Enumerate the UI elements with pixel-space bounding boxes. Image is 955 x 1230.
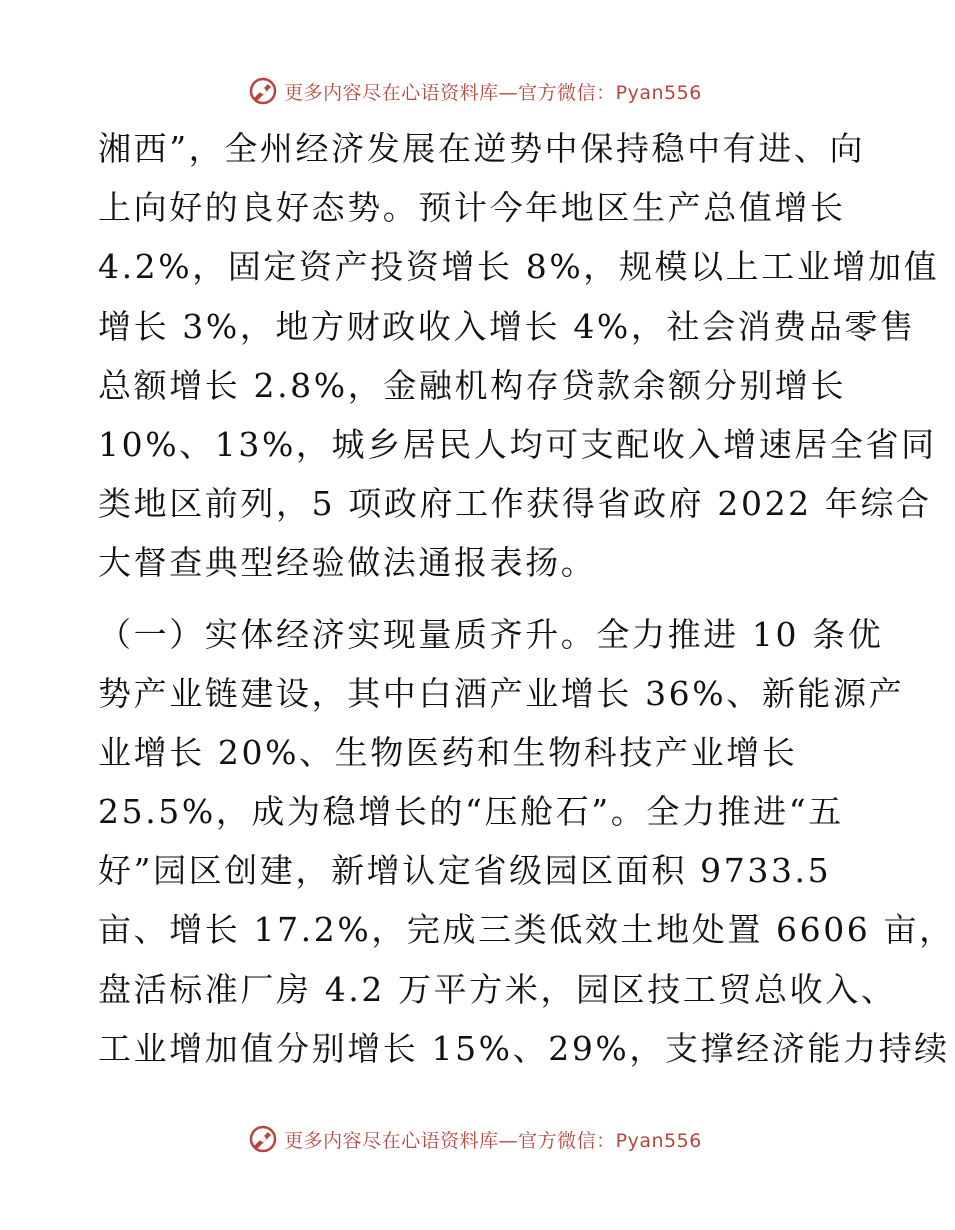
document-body xyxy=(98,124,955,1083)
text-line: 湘西”，全州经济发展在逆势中保持稳中有进、向 xyxy=(98,129,866,168)
paragraph xyxy=(98,124,940,598)
text-line: 亩、增长 17.2%，完成三类低效土地处置 6606 亩， xyxy=(98,910,955,950)
header-watermark xyxy=(0,76,950,106)
text-line: 上向好的良好态势。预计今年地区生产总值增长 xyxy=(98,188,846,228)
text-line: 4.2%，固定资产投资增长 8%，规模以上工业增加值 xyxy=(98,247,940,287)
text-line: 盘活标准厂房 4.2 万平方米，园区技工贸总收入、 xyxy=(98,969,897,1009)
text-line: 25.5%，成为稳增长的“压舱石”。全力推进“五 xyxy=(98,792,844,832)
text-line: 增长 3%，地方财政收入增长 4%，社会消费品零售 xyxy=(98,306,916,346)
text-line: 势产业链建设，其中白酒产业增长 36%、新能源产 xyxy=(98,673,905,713)
text-line: （一）实体经济实现量质齐升。全力推进 10 条优 xyxy=(98,614,884,654)
paragraph-gap xyxy=(98,598,868,610)
text-line: 总额增长 2.8%，金融机构存贷款余额分别增长 xyxy=(98,365,847,405)
text-line: 好”园区创建，新增认定省级园区面积 9733.5 xyxy=(98,851,832,891)
text-line: 业增长 20%、生物医药和生物科技产业增长 xyxy=(98,732,798,772)
footer-watermark xyxy=(0,1124,950,1154)
paragraph xyxy=(98,610,955,1084)
pen-logo-icon xyxy=(248,1124,278,1154)
watermark-text: 更多内容尽在心语资料库—官方微信：Pyan556 xyxy=(284,1129,702,1152)
text-line: 工业增加值分别增长 15%、29%，支撑经济能力持续 xyxy=(98,1028,950,1068)
pen-logo-icon xyxy=(248,76,278,106)
watermark-text: 更多内容尽在心语资料库—官方微信：Pyan556 xyxy=(284,81,702,104)
text-line: 类地区前列，5 项政府工作获得省政府 2022 年综合 xyxy=(98,484,932,524)
text-line: 10%、13%，城乡居民人均可支配收入增速居全省同 xyxy=(98,424,937,464)
text-line: 大督查典型经验做法通报表扬。 xyxy=(98,543,597,583)
